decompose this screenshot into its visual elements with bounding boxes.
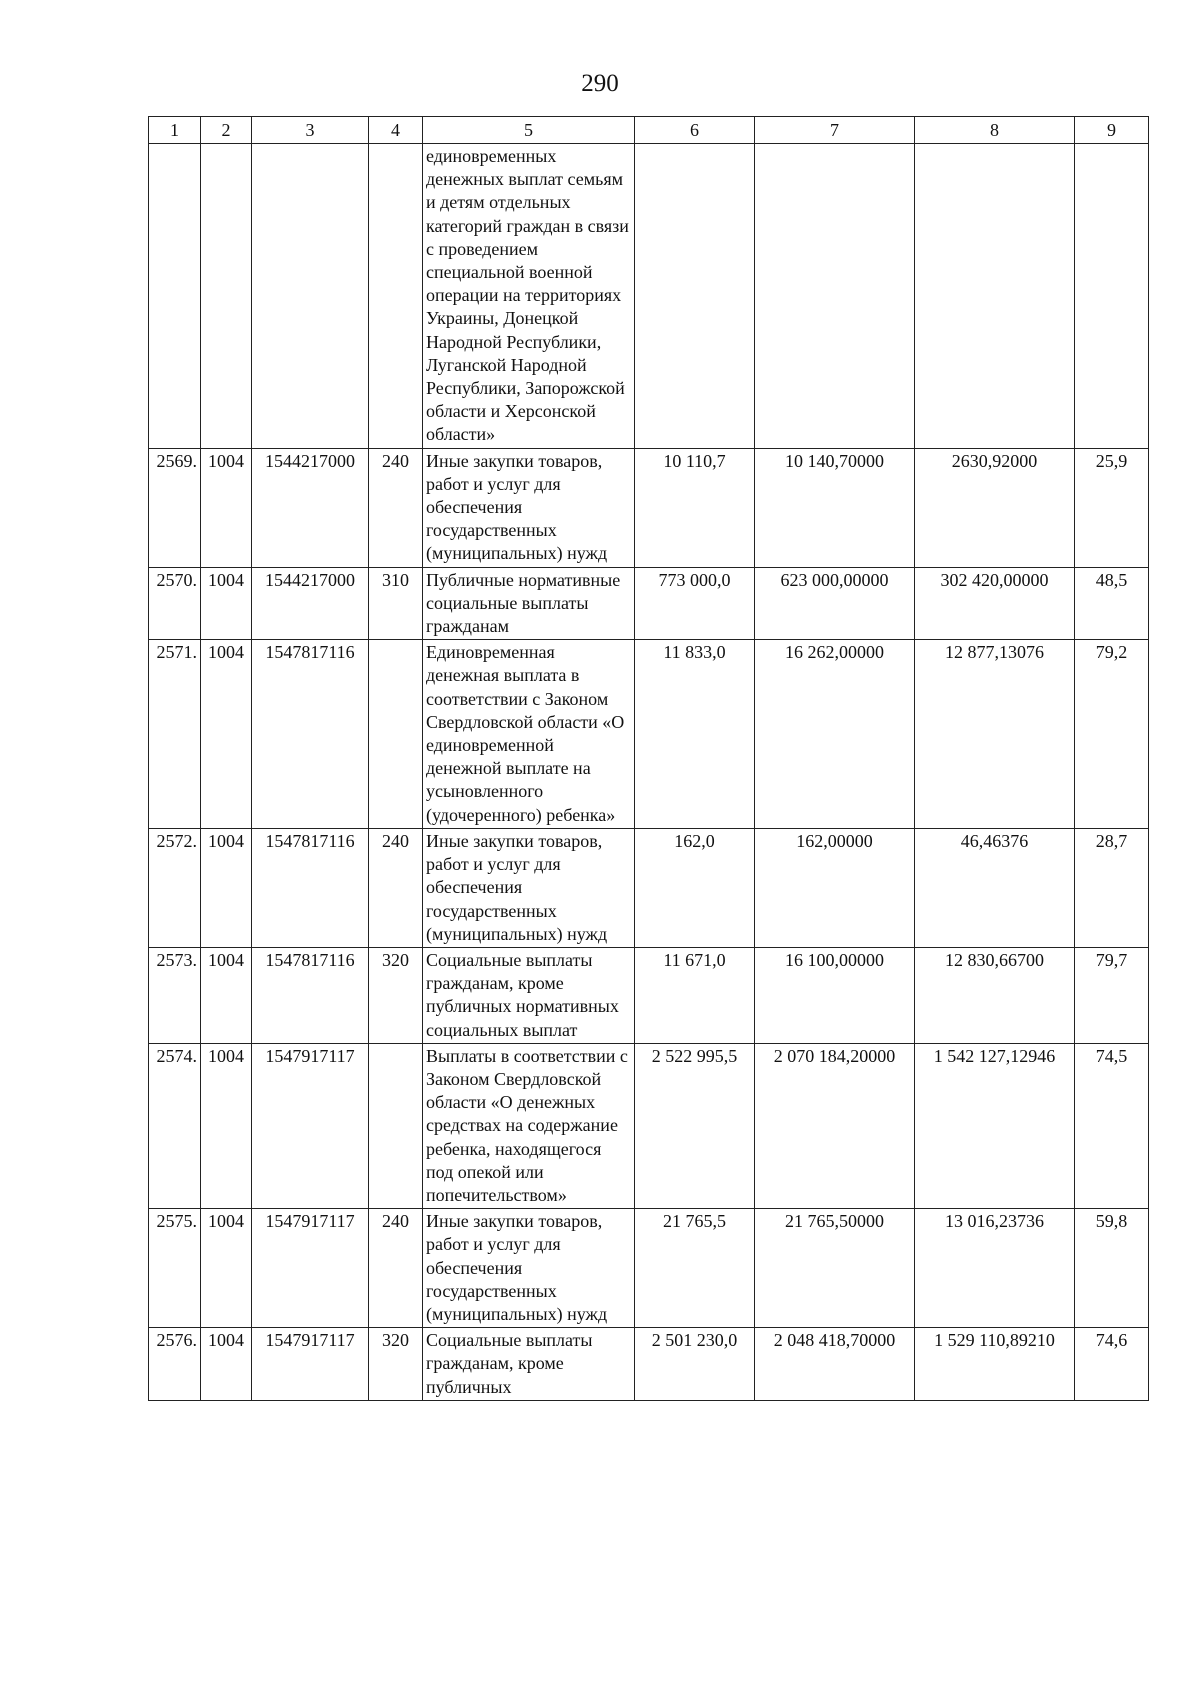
amount-col8-cell <box>915 144 1075 449</box>
table-row <box>149 640 1149 829</box>
amount-col6-cell: 21 765,5 <box>635 1209 755 1328</box>
description-cell: единовременных денежных выплат семьям и детям отдельных категорий граждан в связи с проведением специальной военной операции на территориях Украины, Донецкой Народной Республики, Луганской Народной Республики, Запорожской области и Херсонской области» <box>423 144 635 449</box>
section-code-cell: 1004 <box>201 1043 252 1208</box>
amount-col7-cell: 16 100,00000 <box>755 947 915 1043</box>
target-code-cell: 1547817116 <box>252 828 369 947</box>
description-cell: Социальные выплаты гражданам, кроме публичных <box>423 1328 635 1401</box>
header-cell-2: 2 <box>201 117 252 144</box>
amount-col8-cell: 12 830,66700 <box>915 947 1075 1043</box>
amount-col7-cell: 2 070 184,20000 <box>755 1043 915 1208</box>
row-number-cell: 2574. <box>149 1043 201 1208</box>
amount-col6-cell: 2 522 995,5 <box>635 1043 755 1208</box>
target-code-cell: 1547917117 <box>252 1209 369 1328</box>
amount-col6-cell: 11 671,0 <box>635 947 755 1043</box>
table-row <box>149 828 1149 947</box>
amount-col7-cell: 623 000,00000 <box>755 567 915 640</box>
header-cell-7: 7 <box>755 117 915 144</box>
header-cell-3: 3 <box>252 117 369 144</box>
amount-col7-cell: 21 765,50000 <box>755 1209 915 1328</box>
header-cell-8: 8 <box>915 117 1075 144</box>
amount-col8-cell: 2630,92000 <box>915 448 1075 567</box>
target-code-cell: 1544217000 <box>252 567 369 640</box>
expense-type-cell: 310 <box>369 567 423 640</box>
target-code-cell <box>252 144 369 449</box>
description-cell: Иные закупки товаров, работ и услуг для обеспечения государственных (муниципальных) нужд <box>423 1209 635 1328</box>
section-code-cell: 1004 <box>201 828 252 947</box>
header-cell-6: 6 <box>635 117 755 144</box>
header-cell-1: 1 <box>149 117 201 144</box>
header-cell-9: 9 <box>1075 117 1149 144</box>
table-body <box>149 144 1149 1401</box>
amount-col8-cell: 1 542 127,12946 <box>915 1043 1075 1208</box>
expense-type-cell: 320 <box>369 947 423 1043</box>
percent-col9-cell: 74,6 <box>1075 1328 1149 1401</box>
row-number-cell: 2575. <box>149 1209 201 1328</box>
amount-col6-cell <box>635 144 755 449</box>
table-row <box>149 1209 1149 1328</box>
table-row <box>149 448 1149 567</box>
section-code-cell: 1004 <box>201 567 252 640</box>
section-code-cell: 1004 <box>201 947 252 1043</box>
section-code-cell: 1004 <box>201 1328 252 1401</box>
amount-col8-cell: 13 016,23736 <box>915 1209 1075 1328</box>
expense-type-cell <box>369 640 423 829</box>
table-row <box>149 947 1149 1043</box>
table-row <box>149 1043 1149 1208</box>
row-number-cell: 2576. <box>149 1328 201 1401</box>
expense-type-cell <box>369 1043 423 1208</box>
row-number-cell: 2570. <box>149 567 201 640</box>
percent-col9-cell: 28,7 <box>1075 828 1149 947</box>
section-code-cell: 1004 <box>201 448 252 567</box>
percent-col9-cell: 59,8 <box>1075 1209 1149 1328</box>
expense-type-cell: 240 <box>369 1209 423 1328</box>
expense-type-cell <box>369 144 423 449</box>
header-row <box>149 117 1149 144</box>
expense-type-cell: 240 <box>369 828 423 947</box>
percent-col9-cell: 79,2 <box>1075 640 1149 829</box>
section-code-cell: 1004 <box>201 1209 252 1328</box>
table-row <box>149 144 1149 449</box>
expense-type-cell: 240 <box>369 448 423 567</box>
row-number-cell: 2571. <box>149 640 201 829</box>
expense-type-cell: 320 <box>369 1328 423 1401</box>
target-code-cell: 1547817116 <box>252 640 369 829</box>
section-code-cell: 1004 <box>201 640 252 829</box>
amount-col7-cell: 162,00000 <box>755 828 915 947</box>
amount-col6-cell: 10 110,7 <box>635 448 755 567</box>
percent-col9-cell: 79,7 <box>1075 947 1149 1043</box>
row-number-cell: 2573. <box>149 947 201 1043</box>
amount-col6-cell: 2 501 230,0 <box>635 1328 755 1401</box>
percent-col9-cell: 48,5 <box>1075 567 1149 640</box>
description-cell: Единовременная денежная выплата в соответствии с Законом Свердловской области «О единовременной денежной выплате на усыновленного (удочеренного) ребенка» <box>423 640 635 829</box>
header-cell-5: 5 <box>423 117 635 144</box>
table-row <box>149 567 1149 640</box>
amount-col8-cell: 1 529 110,89210 <box>915 1328 1075 1401</box>
amount-col7-cell: 10 140,70000 <box>755 448 915 567</box>
amount-col8-cell: 46,46376 <box>915 828 1075 947</box>
amount-col7-cell: 16 262,00000 <box>755 640 915 829</box>
target-code-cell: 1544217000 <box>252 448 369 567</box>
row-number-cell: 2572. <box>149 828 201 947</box>
target-code-cell: 1547917117 <box>252 1043 369 1208</box>
description-cell: Публичные нормативные социальные выплаты гражданам <box>423 567 635 640</box>
description-cell: Иные закупки товаров, работ и услуг для обеспечения государственных (муниципальных) нужд <box>423 448 635 567</box>
target-code-cell: 1547917117 <box>252 1328 369 1401</box>
target-code-cell: 1547817116 <box>252 947 369 1043</box>
description-cell: Иные закупки товаров, работ и услуг для обеспечения государственных (муниципальных) нужд <box>423 828 635 947</box>
page-number: 290 <box>581 70 619 97</box>
amount-col6-cell: 11 833,0 <box>635 640 755 829</box>
amount-col7-cell: 2 048 418,70000 <box>755 1328 915 1401</box>
amount-col6-cell: 162,0 <box>635 828 755 947</box>
description-cell: Выплаты в соответствии с Законом Свердловской области «О денежных средствах на содержание ребенка, находящегося под опекой или попечительством» <box>423 1043 635 1208</box>
percent-col9-cell <box>1075 144 1149 449</box>
percent-col9-cell: 74,5 <box>1075 1043 1149 1208</box>
amount-col8-cell: 12 877,13076 <box>915 640 1075 829</box>
amount-col6-cell: 773 000,0 <box>635 567 755 640</box>
row-number-cell <box>149 144 201 449</box>
percent-col9-cell: 25,9 <box>1075 448 1149 567</box>
budget-table <box>148 116 1149 1401</box>
header-cell-4: 4 <box>369 117 423 144</box>
table-row <box>149 1328 1149 1401</box>
amount-col8-cell: 302 420,00000 <box>915 567 1075 640</box>
row-number-cell: 2569. <box>149 448 201 567</box>
section-code-cell <box>201 144 252 449</box>
description-cell: Социальные выплаты гражданам, кроме публичных нормативных социальных выплат <box>423 947 635 1043</box>
amount-col7-cell <box>755 144 915 449</box>
